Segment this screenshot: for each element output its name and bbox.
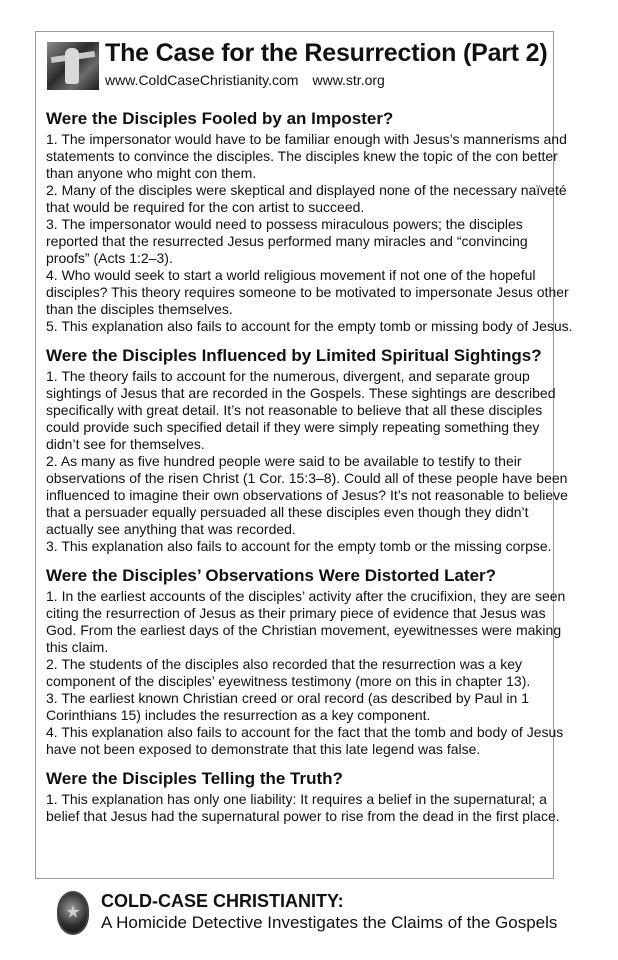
section-heading: Were the Disciples Influenced by Limited Spiritual Sightings? (46, 346, 542, 365)
point: 5. This explanation also fails to account for the empty tomb or missing body of Jesus. (46, 318, 573, 334)
point: 2. The students of the disciples also recorded that the resurrection was a key component of the disciples’ eyewitness testimony (more on this in chapter 13). (46, 656, 531, 689)
section-heading: Were the Disciples’ Observations Were Distorted Later? (46, 566, 497, 585)
police-badge-icon (57, 891, 89, 935)
section-imposter (46, 108, 574, 335)
point: 3. The earliest known Christian creed or oral record (as described by Paul in 1 Corinthians 15) includes the resurrection as a key component. (46, 690, 529, 723)
point: 2. As many as five hundred people were said to be available to testify to their observations of the risen Christ (1 Cor. 15:3–8). Could all of these people have been influenced to imagine their own observations of Jesus? It’s not reasonable to believe that a persuader equally persuaded all these disciples even though they didn’t actually see anything that was recorded. (46, 453, 568, 537)
section-distorted-observations (46, 565, 574, 758)
coldcase-url: www.ColdCaseChristianity.com (105, 72, 299, 88)
page-title: The Case for the Resurrection (Part 2) (105, 39, 548, 67)
str-url: www.str.org (312, 72, 385, 88)
point: 1. The theory fails to account for the numerous, divergent, and separate group sightings of Jesus that are recorded in the Gospels. These sightings are described specifically with great detail. It’s not reasonable to believe that all these disciples could provide such specified detail if they were simply repeating something they didn’t see for themselves. (46, 368, 556, 452)
point: 4. Who would seek to start a world religious movement if not one of the hopeful disciples? This theory requires someone to be motivated to impersonate Jesus other than the disciples themselves. (46, 267, 569, 317)
point: 3. The impersonator would need to possess miraculous powers; the disciples reported that the resurrected Jesus performed many miracles and “convincing proofs” (Acts 1:2–3). (46, 216, 528, 266)
section-heading: Were the Disciples Telling the Truth? (46, 769, 343, 788)
point: 2. Many of the disciples were skeptical and displayed none of the necessary naïveté that would be required for the con artist to succeed. (46, 182, 567, 215)
crucifix-photo-icon (47, 42, 99, 90)
header (47, 40, 552, 92)
point: 1. The impersonator would have to be familiar enough with Jesus’s mannerisms and statements to convince the disciples. The disciples knew the topic of the con better than anyone who might con them. (46, 131, 567, 181)
website-links (105, 72, 385, 88)
point: 3. This explanation also fails to account for the empty tomb or the missing corpse. (46, 538, 552, 554)
book-subtitle: A Homicide Detective Investigates the Claims of the Gospels (101, 913, 558, 932)
book-title: COLD-CASE CHRISTIANITY: (101, 891, 344, 911)
section-spiritual-sightings (46, 345, 574, 555)
content (46, 108, 574, 835)
section-heading: Were the Disciples Fooled by an Imposter? (46, 109, 394, 128)
point: 1. This explanation has only one liability: It requires a belief in the supernatural; a belief that Jesus had the supernatural power to rise from the dead in the first place. (46, 791, 560, 824)
point: 1. In the earliest accounts of the disciples’ activity after the crucifixion, they are seen citing the resurrection of Jesus as their primary piece of evidence that Jesus was God. From the earliest days of the Christian movement, eyewitnesses were making this claim. (46, 588, 566, 655)
section-telling-truth (46, 768, 574, 825)
book-footer (57, 889, 577, 939)
point: 4. This explanation also fails to account for the fact that the tomb and body of Jesus have not been exposed to demonstrate that this late legend was false. (46, 724, 564, 757)
